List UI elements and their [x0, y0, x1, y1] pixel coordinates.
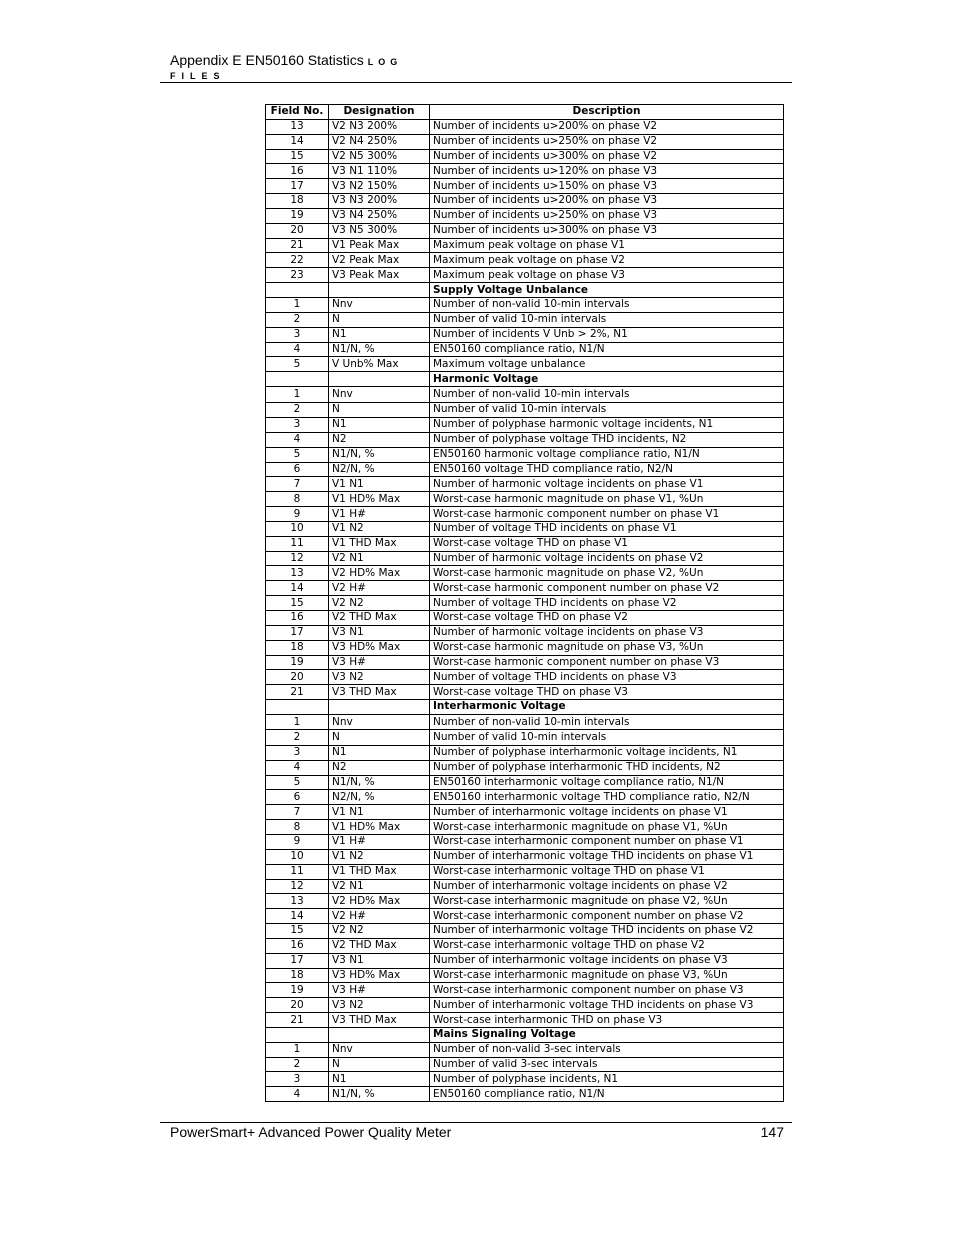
designation-cell	[329, 283, 430, 298]
table-row	[266, 953, 784, 968]
footer-rule	[160, 1122, 792, 1123]
designation-cell: Nnv	[329, 714, 430, 730]
table-row	[266, 983, 784, 998]
table-row	[266, 357, 784, 372]
description-cell: Maximum peak voltage on phase V2	[430, 253, 784, 268]
table-row	[266, 536, 784, 551]
description-cell: Number of voltage THD incidents on phase V2	[430, 596, 784, 611]
field-no-cell: 15	[266, 924, 329, 939]
field-no-cell: 3	[266, 745, 329, 760]
field-no-cell: 17	[266, 625, 329, 640]
table-row	[266, 342, 784, 357]
description-cell: Worst-case interharmonic magnitude on phase V2, %Un	[430, 894, 784, 909]
field-no-cell: 4	[266, 342, 329, 357]
designation-cell: N	[329, 1057, 430, 1072]
table-row	[266, 492, 784, 507]
field-no-cell: 9	[266, 834, 329, 849]
table-row	[266, 1072, 784, 1087]
description-cell: Number of harmonic voltage incidents on phase V2	[430, 551, 784, 566]
description-cell: Worst-case interharmonic THD on phase V3	[430, 1013, 784, 1028]
section-row	[266, 283, 784, 298]
description-cell: Worst-case interharmonic component number on phase V1	[430, 834, 784, 849]
designation-cell: N	[329, 730, 430, 746]
field-no-cell: 10	[266, 849, 329, 864]
field-no-cell: 4	[266, 760, 329, 775]
field-no-cell: 3	[266, 327, 329, 342]
table-row	[266, 938, 784, 953]
designation-cell: V1 N2	[329, 849, 430, 864]
description-cell: Mains Signaling Voltage	[430, 1027, 784, 1042]
field-no-cell: 16	[266, 611, 329, 626]
field-no-cell	[266, 1027, 329, 1042]
field-no-cell: 12	[266, 879, 329, 894]
designation-cell: V3 Peak Max	[329, 268, 430, 283]
designation-cell: V3 N2	[329, 998, 430, 1013]
table-row	[266, 745, 784, 760]
table-row	[266, 775, 784, 790]
description-cell: Worst-case interharmonic voltage THD on phase V1	[430, 864, 784, 879]
field-no-cell: 6	[266, 462, 329, 477]
field-no-cell: 22	[266, 253, 329, 268]
description-cell: Worst-case interharmonic component number on phase V3	[430, 983, 784, 998]
description-cell: Number of incidents u>200% on phase V3	[430, 194, 784, 209]
field-no-cell: 20	[266, 223, 329, 238]
table-row	[266, 596, 784, 611]
field-no-cell: 8	[266, 820, 329, 835]
field-no-cell: 12	[266, 551, 329, 566]
description-cell: Number of interharmonic voltage incidents on phase V2	[430, 879, 784, 894]
description-cell: Worst-case interharmonic voltage THD on phase V2	[430, 938, 784, 953]
description-cell: Maximum peak voltage on phase V3	[430, 268, 784, 283]
field-no-cell: 18	[266, 968, 329, 983]
description-cell: Number of incidents u>150% on phase V3	[430, 179, 784, 194]
field-no-cell: 5	[266, 357, 329, 372]
designation-cell: N1/N, %	[329, 1087, 430, 1102]
description-cell: EN50160 interharmonic voltage THD compliance ratio, N2/N	[430, 790, 784, 805]
designation-cell: N1	[329, 745, 430, 760]
field-no-cell	[266, 283, 329, 298]
description-cell: Number of non-valid 10-min intervals	[430, 714, 784, 730]
description-cell: Number of polyphase incidents, N1	[430, 1072, 784, 1087]
table-row	[266, 312, 784, 327]
table-row	[266, 507, 784, 522]
designation-cell: V1 H#	[329, 507, 430, 522]
field-no-cell: 4	[266, 432, 329, 447]
field-no-cell: 5	[266, 447, 329, 462]
description-cell: Interharmonic Voltage	[430, 700, 784, 715]
designation-cell: V3 H#	[329, 655, 430, 670]
designation-cell: N1	[329, 1072, 430, 1087]
designation-cell: Nnv	[329, 1042, 430, 1057]
designation-cell: V2 N5 300%	[329, 149, 430, 164]
field-no-cell	[266, 700, 329, 715]
page-header	[170, 52, 402, 70]
field-no-cell: 14	[266, 581, 329, 596]
field-no-cell: 19	[266, 983, 329, 998]
table-row	[266, 194, 784, 209]
table-row	[266, 119, 784, 134]
designation-cell: V3 N1	[329, 953, 430, 968]
field-no-cell: 4	[266, 1087, 329, 1102]
description-cell: Number of harmonic voltage incidents on phase V3	[430, 625, 784, 640]
table-row	[266, 805, 784, 820]
field-no-cell: 21	[266, 685, 329, 700]
field-no-cell: 19	[266, 208, 329, 223]
designation-cell: V3 THD Max	[329, 1013, 430, 1028]
description-cell: Number of voltage THD incidents on phase V1	[430, 521, 784, 536]
table-header-row	[266, 105, 784, 120]
description-cell: Number of incidents u>300% on phase V3	[430, 223, 784, 238]
table-row	[266, 566, 784, 581]
table-row	[266, 998, 784, 1013]
designation-cell	[329, 372, 430, 387]
description-cell: Worst-case voltage THD on phase V3	[430, 685, 784, 700]
field-no-cell: 15	[266, 596, 329, 611]
table-row	[266, 432, 784, 447]
designation-cell: N1/N, %	[329, 775, 430, 790]
table-row	[266, 968, 784, 983]
designation-cell: V1 HD% Max	[329, 492, 430, 507]
designation-cell: V1 N2	[329, 521, 430, 536]
description-cell: Worst-case harmonic magnitude on phase V2, %Un	[430, 566, 784, 581]
field-no-cell: 15	[266, 149, 329, 164]
description-cell: Worst-case harmonic component number on phase V2	[430, 581, 784, 596]
description-cell: Number of incidents u>250% on phase V2	[430, 134, 784, 149]
designation-cell: V3 N3 200%	[329, 194, 430, 209]
designation-cell: V1 N1	[329, 805, 430, 820]
designation-cell: V2 N2	[329, 924, 430, 939]
designation-cell: V3 N4 250%	[329, 208, 430, 223]
field-no-cell: 16	[266, 938, 329, 953]
description-cell: Harmonic Voltage	[430, 372, 784, 387]
designation-cell: V2 THD Max	[329, 611, 430, 626]
table-row	[266, 1057, 784, 1072]
designation-cell: V2 H#	[329, 581, 430, 596]
designation-cell: V3 N5 300%	[329, 223, 430, 238]
field-no-cell: 21	[266, 1013, 329, 1028]
field-no-cell: 1	[266, 297, 329, 312]
description-cell: Number of incidents u>300% on phase V2	[430, 149, 784, 164]
table-row	[266, 477, 784, 492]
table-row	[266, 447, 784, 462]
designation-cell: Nnv	[329, 387, 430, 403]
field-no-cell: 2	[266, 730, 329, 746]
designation-cell: V3 H#	[329, 983, 430, 998]
description-cell: Number of incidents u>120% on phase V3	[430, 164, 784, 179]
description-cell: Number of harmonic voltage incidents on phase V1	[430, 477, 784, 492]
field-no-cell: 13	[266, 894, 329, 909]
statistics-table	[265, 104, 784, 1102]
designation-cell: N2	[329, 432, 430, 447]
header-rule	[160, 82, 792, 83]
description-cell: Worst-case harmonic magnitude on phase V1, %Un	[430, 492, 784, 507]
description-cell: Number of interharmonic voltage THD incidents on phase V3	[430, 998, 784, 1013]
designation-cell: V3 N1 110%	[329, 164, 430, 179]
description-cell: Number of non-valid 10-min intervals	[430, 387, 784, 403]
field-no-cell: 1	[266, 387, 329, 403]
description-cell: Maximum voltage unbalance	[430, 357, 784, 372]
table-row	[266, 1042, 784, 1057]
field-no-cell: 6	[266, 790, 329, 805]
description-cell: Number of interharmonic voltage incidents on phase V1	[430, 805, 784, 820]
designation-cell: V Unb% Max	[329, 357, 430, 372]
field-no-cell: 20	[266, 998, 329, 1013]
section-row	[266, 700, 784, 715]
field-no-cell: 2	[266, 402, 329, 418]
table-row	[266, 670, 784, 685]
designation-cell: V1 H#	[329, 834, 430, 849]
table-row	[266, 730, 784, 746]
designation-cell: V3 THD Max	[329, 685, 430, 700]
table-row	[266, 849, 784, 864]
table-row	[266, 790, 784, 805]
header-subtitle: FILES	[170, 71, 226, 81]
column-header-description: Description	[430, 105, 784, 120]
description-cell: Worst-case voltage THD on phase V1	[430, 536, 784, 551]
description-cell: Worst-case harmonic component number on phase V1	[430, 507, 784, 522]
field-no-cell: 11	[266, 536, 329, 551]
section-row	[266, 372, 784, 387]
table-row	[266, 208, 784, 223]
designation-cell: V2 H#	[329, 909, 430, 924]
field-no-cell: 3	[266, 418, 329, 433]
designation-cell: V2 N1	[329, 551, 430, 566]
table-row	[266, 625, 784, 640]
table-row	[266, 551, 784, 566]
designation-cell: V3 HD% Max	[329, 640, 430, 655]
table-row	[266, 924, 784, 939]
table-row	[266, 134, 784, 149]
field-no-cell: 17	[266, 953, 329, 968]
table-row	[266, 179, 784, 194]
description-cell: EN50160 voltage THD compliance ratio, N2/N	[430, 462, 784, 477]
designation-cell: V3 N2	[329, 670, 430, 685]
designation-cell	[329, 700, 430, 715]
description-cell: Number of non-valid 3-sec intervals	[430, 1042, 784, 1057]
field-no-cell: 11	[266, 864, 329, 879]
designation-cell: V3 HD% Max	[329, 968, 430, 983]
designation-cell: V2 HD% Max	[329, 566, 430, 581]
table-row	[266, 714, 784, 730]
description-cell: Number of incidents u>250% on phase V3	[430, 208, 784, 223]
table-row	[266, 164, 784, 179]
description-cell: Worst-case voltage THD on phase V2	[430, 611, 784, 626]
field-no-cell: 3	[266, 1072, 329, 1087]
field-no-cell	[266, 372, 329, 387]
designation-cell: V2 THD Max	[329, 938, 430, 953]
table-row	[266, 760, 784, 775]
description-cell: Number of valid 3-sec intervals	[430, 1057, 784, 1072]
description-cell: Worst-case harmonic magnitude on phase V3, %Un	[430, 640, 784, 655]
table-row	[266, 327, 784, 342]
table-row	[266, 655, 784, 670]
designation-cell: N	[329, 312, 430, 327]
field-no-cell: 21	[266, 238, 329, 253]
field-no-cell: 20	[266, 670, 329, 685]
description-cell: Number of polyphase interharmonic voltage incidents, N1	[430, 745, 784, 760]
description-cell: Maximum peak voltage on phase V1	[430, 238, 784, 253]
table-row	[266, 1087, 784, 1102]
table-row	[266, 834, 784, 849]
field-no-cell: 7	[266, 805, 329, 820]
table-body	[266, 119, 784, 1101]
field-no-cell: 17	[266, 179, 329, 194]
description-cell: Number of incidents u>200% on phase V2	[430, 119, 784, 134]
field-no-cell: 10	[266, 521, 329, 536]
table-row	[266, 1013, 784, 1028]
field-no-cell: 14	[266, 909, 329, 924]
field-no-cell: 5	[266, 775, 329, 790]
description-cell: Worst-case harmonic component number on phase V3	[430, 655, 784, 670]
column-header-designation: Designation	[329, 105, 430, 120]
section-row	[266, 1027, 784, 1042]
description-cell: Number of incidents V Unb > 2%, N1	[430, 327, 784, 342]
designation-cell: V2 N1	[329, 879, 430, 894]
description-cell: Number of interharmonic voltage THD incidents on phase V1	[430, 849, 784, 864]
description-cell: Worst-case interharmonic magnitude on phase V3, %Un	[430, 968, 784, 983]
table-row	[266, 238, 784, 253]
description-cell: Number of interharmonic voltage THD incidents on phase V2	[430, 924, 784, 939]
description-cell: Number of voltage THD incidents on phase V3	[430, 670, 784, 685]
table-row	[266, 685, 784, 700]
designation-cell: V1 THD Max	[329, 864, 430, 879]
designation-cell: V3 N1	[329, 625, 430, 640]
field-no-cell: 13	[266, 566, 329, 581]
designation-cell: N1/N, %	[329, 342, 430, 357]
description-cell: EN50160 interharmonic voltage compliance ratio, N1/N	[430, 775, 784, 790]
table-row	[266, 879, 784, 894]
field-no-cell: 23	[266, 268, 329, 283]
description-cell: Supply Voltage Unbalance	[430, 283, 784, 298]
designation-cell: N1	[329, 327, 430, 342]
designation-cell: V2 N3 200%	[329, 119, 430, 134]
description-cell: Number of valid 10-min intervals	[430, 312, 784, 327]
table-row	[266, 297, 784, 312]
description-cell: Number of valid 10-min intervals	[430, 402, 784, 418]
table-row	[266, 149, 784, 164]
designation-cell: N2/N, %	[329, 790, 430, 805]
designation-cell: V1 N1	[329, 477, 430, 492]
field-no-cell: 19	[266, 655, 329, 670]
designation-cell: V1 THD Max	[329, 536, 430, 551]
page-number: 147	[760, 1124, 784, 1140]
designation-cell: Nnv	[329, 297, 430, 312]
table-row	[266, 581, 784, 596]
header-title: Appendix E EN50160 Statistics	[170, 52, 364, 68]
field-no-cell: 7	[266, 477, 329, 492]
description-cell: Number of polyphase voltage THD incidents, N2	[430, 432, 784, 447]
table-row	[266, 820, 784, 835]
designation-cell: V2 Peak Max	[329, 253, 430, 268]
designation-cell: N2/N, %	[329, 462, 430, 477]
field-no-cell: 13	[266, 119, 329, 134]
description-cell: Number of polyphase harmonic voltage incidents, N1	[430, 418, 784, 433]
field-no-cell: 14	[266, 134, 329, 149]
field-no-cell: 2	[266, 312, 329, 327]
description-cell: Number of interharmonic voltage incidents on phase V3	[430, 953, 784, 968]
table-row	[266, 253, 784, 268]
field-no-cell: 1	[266, 1042, 329, 1057]
designation-cell: N	[329, 402, 430, 418]
header-title-smallcaps: LOG	[367, 57, 403, 67]
table-row	[266, 462, 784, 477]
field-no-cell: 8	[266, 492, 329, 507]
description-cell: EN50160 compliance ratio, N1/N	[430, 1087, 784, 1102]
description-cell: Number of non-valid 10-min intervals	[430, 297, 784, 312]
footer-product: PowerSmart+ Advanced Power Quality Meter	[170, 1124, 452, 1140]
field-no-cell: 2	[266, 1057, 329, 1072]
designation-cell: V3 N2 150%	[329, 179, 430, 194]
description-cell: Worst-case interharmonic magnitude on phase V1, %Un	[430, 820, 784, 835]
designation-cell: V1 Peak Max	[329, 238, 430, 253]
description-cell: EN50160 compliance ratio, N1/N	[430, 342, 784, 357]
table-row	[266, 223, 784, 238]
description-cell: Number of valid 10-min intervals	[430, 730, 784, 746]
table-row	[266, 611, 784, 626]
column-header-field-no: Field No.	[266, 105, 329, 120]
designation-cell: V1 HD% Max	[329, 820, 430, 835]
description-cell: Worst-case interharmonic component number on phase V2	[430, 909, 784, 924]
designation-cell: N1	[329, 418, 430, 433]
field-no-cell: 9	[266, 507, 329, 522]
designation-cell	[329, 1027, 430, 1042]
table-row	[266, 640, 784, 655]
designation-cell: V2 N4 250%	[329, 134, 430, 149]
table-row	[266, 521, 784, 536]
table-row	[266, 864, 784, 879]
field-no-cell: 1	[266, 714, 329, 730]
table-row	[266, 418, 784, 433]
designation-cell: N1/N, %	[329, 447, 430, 462]
designation-cell: N2	[329, 760, 430, 775]
table-row	[266, 387, 784, 403]
field-no-cell: 18	[266, 194, 329, 209]
table-row	[266, 402, 784, 418]
table-row	[266, 909, 784, 924]
field-no-cell: 16	[266, 164, 329, 179]
table-row	[266, 894, 784, 909]
field-no-cell: 18	[266, 640, 329, 655]
designation-cell: V2 HD% Max	[329, 894, 430, 909]
description-cell: Number of polyphase interharmonic THD incidents, N2	[430, 760, 784, 775]
description-cell: EN50160 harmonic voltage compliance ratio, N1/N	[430, 447, 784, 462]
table-row	[266, 268, 784, 283]
designation-cell: V2 N2	[329, 596, 430, 611]
